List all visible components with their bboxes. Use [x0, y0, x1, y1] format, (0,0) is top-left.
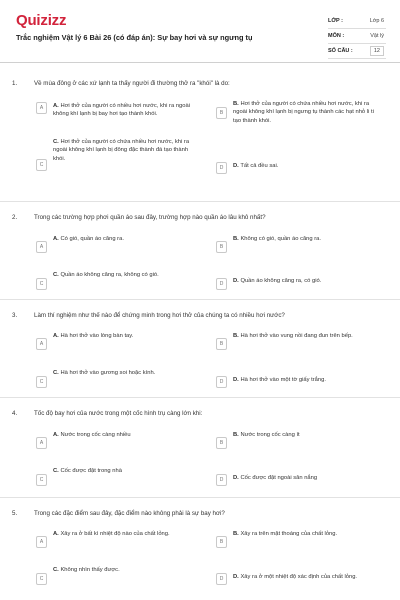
- question-number: 3.: [12, 312, 18, 319]
- option-letter-box: C: [36, 159, 47, 171]
- option-label: D.: [233, 377, 239, 383]
- option-content: Quần áo không căng ra, không có gió.: [60, 272, 159, 278]
- meta-key: SỐ CÂU :: [328, 48, 353, 54]
- option-content: Hà hơi thở vào vung nồi đang đun trên bếp.: [240, 333, 353, 339]
- option-content: Hà hơi thở vào một tờ giấy trắng.: [240, 377, 326, 383]
- option-text: [233, 474, 381, 482]
- option-label: A.: [53, 531, 59, 537]
- option-label: D.: [233, 574, 239, 580]
- question-number: 2.: [12, 214, 18, 221]
- option-text: [53, 566, 201, 574]
- meta-key: MÔN :: [328, 33, 345, 39]
- question-number: 4.: [12, 410, 18, 417]
- question-divider: [0, 497, 400, 498]
- option-content: Hà hơi thở vào lòng bàn tay.: [60, 333, 134, 339]
- question-number: 1.: [12, 80, 18, 87]
- option-content: Xảy ra trên mặt thoáng của chất lỏng.: [240, 531, 338, 537]
- option-letter-box: A: [36, 102, 47, 114]
- option-label: D.: [233, 278, 239, 284]
- option-text: [53, 467, 201, 475]
- option-text: [233, 431, 381, 439]
- option-label: B.: [233, 432, 239, 438]
- option-text: [233, 277, 381, 285]
- option-content: Nước trong cốc càng nhiều: [60, 432, 131, 438]
- option-label: A.: [53, 432, 59, 438]
- meta-row-subject: [328, 29, 386, 44]
- question-text: Tốc độ bay hơi của nước trong một cốc hình trụ càng lớn khi:: [34, 410, 203, 417]
- option-letter-box: D: [216, 474, 227, 486]
- option-letter-box: C: [36, 573, 47, 585]
- question-text: Làm thí nghiệm như thế nào để chứng minh trong hơi thở của chúng ta có nhiều hơi nước?: [34, 312, 285, 319]
- option-letter-box: D: [216, 376, 227, 388]
- option-text: [53, 235, 201, 243]
- option-text: [53, 271, 201, 279]
- question-number: 5.: [12, 510, 18, 517]
- option-letter-box: C: [36, 474, 47, 486]
- option-letter-box: D: [216, 278, 227, 290]
- option-text: [53, 102, 201, 119]
- option-text: [53, 369, 201, 377]
- meta-value: Lớp 6: [369, 18, 384, 24]
- option-content: Tất cả đều sai.: [240, 163, 279, 169]
- quizizz-logo: Quizizz: [16, 12, 67, 29]
- option-text: [53, 530, 201, 538]
- option-content: Cốc được đặt ngoài sân nắng: [240, 475, 318, 481]
- option-content: Có gió, quần áo căng ra.: [60, 236, 124, 242]
- question-divider: [0, 299, 400, 300]
- question-divider: [0, 201, 400, 202]
- option-label: B.: [233, 236, 239, 242]
- option-content: Hơi thở của người có nhiều hơi nước, khi ra ngoài không khí lạnh bị bay hơi tạo thành khói.: [53, 103, 191, 118]
- option-content: Hơi thở của người có chứa nhiều hơi nước, khi ra ngoài không khí lạnh bị đông đặc thành đá tạo thành khói.: [53, 139, 190, 162]
- option-letter-box: B: [216, 241, 227, 253]
- meta-row-count: [328, 44, 386, 59]
- option-text: [53, 431, 201, 439]
- option-letter-box: B: [216, 536, 227, 548]
- option-label: C.: [53, 468, 59, 474]
- option-text: [233, 100, 381, 125]
- option-letter-box: B: [216, 338, 227, 350]
- option-text: [53, 138, 201, 163]
- option-label: C.: [53, 139, 59, 145]
- option-letter-box: A: [36, 338, 47, 350]
- meta-key: LỚP :: [328, 18, 343, 24]
- option-letter-box: A: [36, 536, 47, 548]
- option-label: D.: [233, 163, 239, 169]
- option-label: C.: [53, 567, 59, 573]
- option-text: [233, 235, 381, 243]
- option-content: Nước trong cốc càng ít: [240, 432, 300, 438]
- option-label: A.: [53, 333, 59, 339]
- option-text: [53, 332, 201, 340]
- meta-value: Vật lý: [370, 33, 384, 39]
- option-content: Xảy ra ở bất kì nhiệt độ nào của chất lỏng.: [60, 531, 170, 537]
- option-text: [233, 332, 381, 340]
- worksheet-meta: [328, 14, 386, 59]
- option-text: [233, 530, 381, 538]
- option-letter-box: D: [216, 162, 227, 174]
- option-letter-box: C: [36, 278, 47, 290]
- option-text: [233, 376, 381, 384]
- option-letter-box: B: [216, 437, 227, 449]
- option-label: A.: [53, 236, 59, 242]
- option-label: B.: [233, 531, 239, 537]
- option-label: A.: [53, 103, 59, 109]
- option-content: Không có gió, quần áo căng ra.: [240, 236, 322, 242]
- option-label: C.: [53, 370, 59, 376]
- option-label: D.: [233, 475, 239, 481]
- option-content: Xảy ra ở một nhiệt độ xác định của chất lỏng.: [240, 574, 358, 580]
- option-label: B.: [233, 333, 239, 339]
- option-text: [233, 573, 381, 581]
- option-text: [233, 162, 381, 170]
- option-label: C.: [53, 272, 59, 278]
- option-letter-box: B: [216, 107, 227, 119]
- worksheet-header: [0, 0, 400, 62]
- question-text: Trong các trường hợp phơi quần áo sau đây, trường hợp nào quần áo lâu khô nhất?: [34, 214, 266, 221]
- option-letter-box: C: [36, 376, 47, 388]
- question-text: Về mùa đông ở các xứ lạnh ta thấy người đi thường thở ra "khói" là do:: [34, 80, 230, 87]
- option-content: Hà hơi thở vào gương soi hoặc kính.: [60, 370, 156, 376]
- option-content: Quần áo không căng ra, có gió.: [240, 278, 322, 284]
- option-letter-box: A: [36, 241, 47, 253]
- option-content: Cốc được đặt trong nhà: [60, 468, 122, 474]
- question-text: Trong các đặc điểm sau đây, đặc điểm nào không phải là sự bay hơi?: [34, 510, 225, 517]
- option-letter-box: A: [36, 437, 47, 449]
- header-divider: [0, 62, 400, 63]
- meta-row-grade: [328, 14, 386, 29]
- question-divider: [0, 397, 400, 398]
- worksheet-title: Trắc nghiệm Vật lý 6 Bài 26 (có đáp án): Sự bay hơi và sự ngưng tụ: [16, 33, 253, 42]
- option-letter-box: D: [216, 573, 227, 585]
- option-content: Không nhìn thấy được.: [60, 567, 120, 573]
- option-label: B.: [233, 101, 239, 107]
- option-content: Hơi thở của người có chứa nhiều hơi nước, khi ra ngoài không khí lạnh bị ngưng tụ thành các hạt nhỏ li ti tạo thành khói.: [233, 101, 374, 124]
- meta-value: 12: [370, 46, 384, 56]
